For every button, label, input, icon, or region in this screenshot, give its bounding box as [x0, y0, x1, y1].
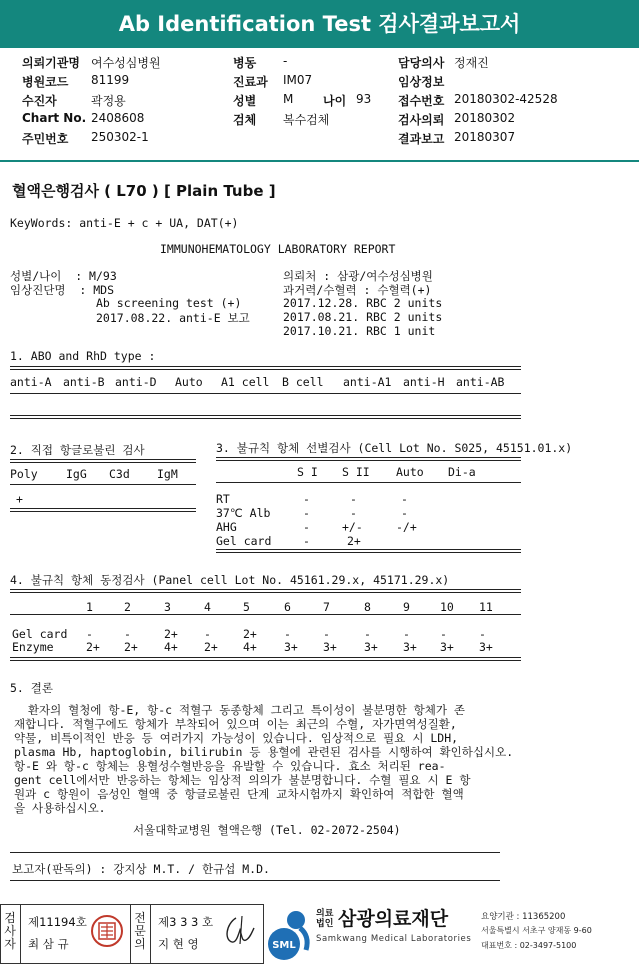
abo-header-3: anti-D [115, 375, 157, 389]
signature-footer [0, 900, 639, 966]
specialist-name: 지 현 영 [158, 937, 199, 951]
gel-card-result: - [284, 627, 291, 641]
patient-value: 곽정용 [91, 94, 126, 108]
foundation-phone: 대표번호 : 02-3497-5100 [481, 941, 577, 950]
report-header [0, 0, 639, 48]
gel-card-result: - [364, 627, 371, 641]
examiner-name: 최 삼 규 [28, 937, 69, 951]
screening-cell: - [303, 492, 310, 506]
seal-stamp-icon [90, 914, 124, 948]
foundation-english-name: Samkwang Medical Laboratories [316, 934, 472, 944]
foundation-prefix-2: 법인 [316, 919, 334, 929]
specialist-license: 제3 3 3 호 [158, 915, 214, 929]
abo-header-4: Auto [175, 375, 203, 389]
test-request-value: 20180302 [454, 111, 516, 125]
panel-cell-number: 3 [164, 600, 171, 614]
panel-cell-number: 8 [364, 600, 371, 614]
age-label: 나이 [323, 94, 347, 108]
screening-header-dia: Di-a [448, 465, 476, 479]
enzyme-result: 3+ [323, 640, 337, 654]
sex-label: 성별 [233, 94, 257, 108]
lab-report-title: IMMUNOHEMATOLOGY LABORATORY REPORT [160, 242, 396, 256]
hospital-code-value: 81199 [91, 73, 130, 87]
department-label: 진료과 [233, 75, 268, 89]
conclusion-line: plasma Hb, haptoglobin, bilirubin 등 용혈에 관련된 검사를 시행하여 확인하십시오. [14, 745, 514, 759]
specialist-label-text: 전문의 [134, 911, 146, 951]
lab-report [0, 162, 639, 898]
gel-card-result: - [124, 627, 131, 641]
divider [10, 852, 500, 853]
reporter-line: 보고자(판독의) : 강지상 M.T. / 한규섭 M.D. [12, 862, 270, 876]
specimen-label: 검체 [233, 113, 257, 127]
diagnosis-line-2: Ab screening test (+) [96, 296, 242, 310]
screening-header-auto: Auto [396, 465, 424, 479]
conclusion-line: gent cell에서만 반응하는 항체는 임상적 의의가 불분명합니다. 수혈 필요 시 E 항 [14, 773, 471, 787]
institution-line: 서울대학교병원 혈액은행 (Tel. 02-2072-2504) [133, 823, 401, 837]
dat-header-igg: IgG [66, 467, 87, 481]
clinical-info-label: 임상정보 [398, 75, 445, 89]
abo-header-7: anti-A1 [343, 375, 392, 389]
enzyme-result: 2+ [204, 640, 218, 654]
transfusion-3: 2017.10.21. RBC 1 unit [283, 324, 436, 338]
divider [10, 880, 500, 881]
enzyme-result: 4+ [243, 640, 257, 654]
panel-cell-number: 6 [284, 600, 291, 614]
enzyme-result: 3+ [440, 640, 454, 654]
divider [216, 482, 521, 483]
divider [10, 393, 521, 394]
gel-card-label: Gel card [12, 627, 68, 641]
examiner-label [2, 912, 18, 951]
divider [10, 614, 521, 615]
dat-header-igm: IgM [157, 467, 178, 481]
screening-header-si: S I [297, 465, 318, 479]
divider [10, 366, 521, 370]
foundation-prefix [316, 909, 333, 929]
resident-no-value: 250302-1 [91, 130, 149, 144]
chart-no-value: 2408608 [91, 111, 145, 125]
sex-value: M [283, 92, 294, 106]
panel-cell-number: 7 [323, 600, 330, 614]
screening-row-label: Gel card [216, 534, 272, 548]
transfusion-1: 2017.12.28. RBC 2 units [283, 296, 443, 310]
divider [20, 904, 21, 964]
enzyme-label: Enzyme [12, 640, 54, 654]
dat-header-c3d: C3d [109, 467, 130, 481]
gel-card-result: - [440, 627, 447, 641]
report-date-value: 20180307 [454, 130, 516, 144]
conclusion-title: 5. 결론 [10, 681, 53, 695]
ward-label: 병동 [233, 56, 257, 70]
doctor-label: 담당의사 [398, 56, 445, 70]
abo-header-6: B cell [282, 375, 324, 389]
screening-header-sii: S II [342, 465, 370, 479]
enzyme-result: 2+ [86, 640, 100, 654]
screening-section-title: 3. 불규칙 항체 선별검사 (Cell Lot No. S025, 45151.01.x) [216, 441, 573, 455]
transfusion-history-line: 과거력/수혈력 : 수혈력(+) [283, 283, 432, 297]
divider [10, 459, 196, 463]
hospital-code-label: 병원코드 [22, 75, 69, 89]
panel-cell-number: 2 [124, 600, 131, 614]
divider [216, 549, 521, 553]
doctor-value: 정재진 [454, 56, 489, 70]
abo-header-5: A1 cell [221, 375, 270, 389]
requesting-org-label: 의뢰기관명 [22, 56, 80, 70]
conclusion-line: 환자의 혈청에 항-E, 항-c 적혈구 동종항체 그리고 특이성이 불분명한 항체가 존 [14, 703, 465, 717]
requesting-org-value: 여수성심병원 [91, 56, 161, 70]
enzyme-result: 4+ [164, 640, 178, 654]
panel-cell-number: 4 [204, 600, 211, 614]
diagnosis-line: 임상진단명 : MDS [10, 283, 115, 297]
chart-no-label: Chart No. [22, 111, 87, 125]
divider [10, 484, 196, 485]
ward-value: - [283, 54, 288, 68]
patient-label: 수진자 [22, 94, 57, 108]
institution-code: 요양기관 : 11365200 [481, 912, 566, 922]
screening-cell: - [350, 506, 357, 520]
divider [150, 904, 151, 964]
gel-card-result: 2+ [164, 627, 178, 641]
panel-cell-number: 5 [243, 600, 250, 614]
divider [130, 904, 131, 964]
screening-cell: - [401, 492, 408, 506]
age-value: 93 [356, 92, 372, 106]
enzyme-result: 3+ [364, 640, 378, 654]
signature-icon [218, 910, 258, 950]
conclusion-line: 항-E 와 항-c 항체는 용혈성수혈반응을 유발할 수 있습니다. 효소 처리된 rea- [14, 759, 446, 773]
transfusion-2: 2017.08.21. RBC 2 units [283, 310, 443, 324]
abo-header-8: anti-H [403, 375, 445, 389]
logo-text: SML [272, 940, 296, 951]
screening-cell: - [401, 506, 408, 520]
enzyme-result: 3+ [479, 640, 493, 654]
test-request-label: 검사의뢰 [398, 113, 445, 127]
screening-cell: - [303, 506, 310, 520]
requester-line: 의뢰처 : 삼광/여수성심병원 [283, 269, 433, 283]
divider [216, 457, 521, 461]
gel-card-result: - [323, 627, 330, 641]
panel-cell-number: 10 [440, 600, 454, 614]
examiner-license: 제11194호 [28, 915, 87, 929]
screening-cell: - [303, 534, 310, 548]
dat-section-title: 2. 직접 항글로불린 검사 [10, 443, 145, 457]
gel-card-result: - [204, 627, 211, 641]
foundation-prefix-1: 의료 [316, 909, 334, 919]
screening-row-label: RT [216, 492, 230, 506]
dat-poly-value: + [16, 492, 23, 506]
abo-section-title: 1. ABO and RhD type : [10, 349, 156, 363]
screening-cell: 2+ [347, 534, 361, 548]
enzyme-result: 2+ [124, 640, 138, 654]
report-date-label: 결과보고 [398, 132, 445, 146]
specialist-label [132, 912, 148, 951]
patient-info-block [0, 48, 639, 160]
panel-cell-number: 1 [86, 600, 93, 614]
diagnosis-line-3: 2017.08.22. anti-E 보고 [96, 311, 250, 325]
department-value: IM07 [283, 73, 313, 87]
report-title: Ab Identification Test 검사결과보고서 [118, 12, 521, 36]
gel-card-result: - [403, 627, 410, 641]
panel-cell-number: 11 [479, 600, 493, 614]
panel-cell-number: 9 [403, 600, 410, 614]
conclusion-line: 약물, 비특이적인 반응 등 여러가지 가능성이 있습니다. 임상적으로 필요 시 LDH, [14, 731, 459, 745]
dat-header-poly: Poly [10, 467, 38, 481]
gel-card-result: - [86, 627, 93, 641]
gel-card-result: - [479, 627, 486, 641]
divider [10, 415, 521, 419]
conclusion-line: 을 사용하십시오. [14, 801, 106, 815]
foundation-address: 서울특별시 서초구 양재동 9-60 [481, 926, 592, 935]
divider [10, 589, 521, 593]
conclusion-line: 원과 c 항원이 음성인 혈액 중 항글로불린 단계 교차시험까지 확인하여 적합한 혈액 [14, 787, 464, 801]
divider [10, 657, 521, 661]
screening-cell: - [303, 520, 310, 534]
screening-cell: +/- [342, 520, 363, 534]
abo-header-9: anti-AB [456, 375, 505, 389]
receipt-no-value: 20180302-42528 [454, 92, 558, 106]
enzyme-result: 3+ [403, 640, 417, 654]
resident-no-label: 주민번호 [22, 132, 69, 146]
test-title: 혈액은행검사 ( L70 ) [ Plain Tube ] [12, 182, 276, 200]
abo-header-2: anti-B [63, 375, 105, 389]
enzyme-result: 3+ [284, 640, 298, 654]
conclusion-line: 재합니다. 적혈구에도 항체가 부착되어 있으며 이는 최근의 수혈, 자가면역성질환, [14, 717, 457, 731]
keywords: KeyWords: anti-E + c + UA, DAT(+) [10, 216, 239, 230]
sex-age-line: 성별/나이 : M/93 [10, 269, 117, 283]
specimen-value: 복수검체 [283, 113, 330, 127]
screening-cell: -/+ [396, 520, 417, 534]
screening-row-label: 37℃ Alb [216, 506, 271, 520]
examiner-label-text: 검사자 [4, 911, 16, 951]
abo-header-1: anti-A [10, 375, 52, 389]
foundation-name: 삼광의료재단 [338, 908, 449, 930]
divider [10, 508, 196, 512]
screening-row-label: AHG [216, 520, 237, 534]
screening-cell: - [350, 492, 357, 506]
panel-section-title: 4. 불규칙 항체 동정검사 (Panel cell Lot No. 45161.29.x, 45171.29.x) [10, 573, 450, 587]
gel-card-result: 2+ [243, 627, 257, 641]
receipt-no-label: 접수번호 [398, 94, 445, 108]
